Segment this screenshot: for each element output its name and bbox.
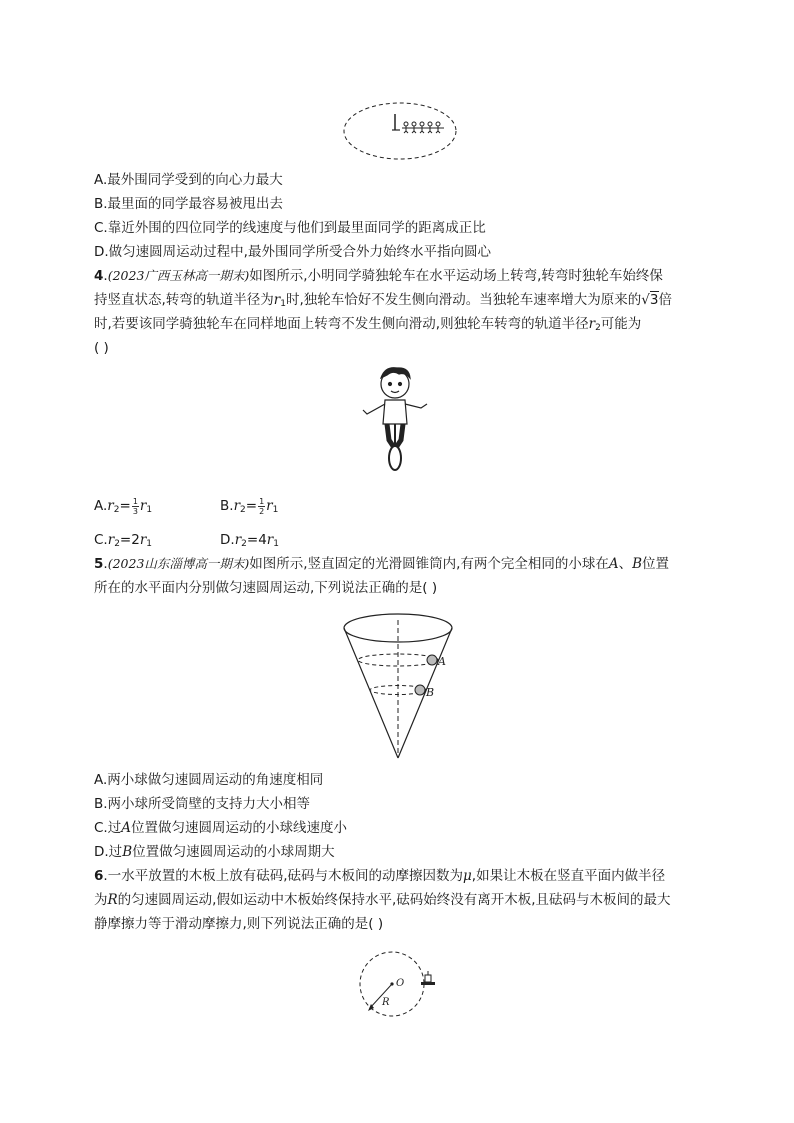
- q4-a-label: A.: [94, 498, 108, 514]
- q5-c-pre: C.过: [94, 820, 122, 836]
- sub-2: 2: [241, 539, 247, 549]
- q6-line-3: 静摩擦力等于滑动摩擦力,则下列说法正确的是( ): [94, 916, 384, 932]
- q4-text-2c: 倍: [658, 292, 672, 308]
- center-label-o: O: [396, 978, 405, 989]
- var-R: R: [107, 892, 118, 908]
- q4-c-label: C.: [94, 532, 108, 548]
- var-r: r: [266, 532, 274, 548]
- var-r: r: [273, 292, 281, 308]
- q3-option-a: A.最外围同学受到的向心力最大: [94, 172, 283, 188]
- var-mu: μ: [463, 868, 472, 884]
- unicycle-boy-figure: [355, 362, 435, 474]
- var-r: r: [107, 532, 115, 548]
- fraction: [132, 497, 139, 516]
- q6-text-2a: 为: [94, 892, 108, 908]
- radius-label-r: R: [382, 997, 390, 1008]
- q3-option-d: D.做匀速圆周运动过程中,最外围同学所受合外力始终水平指向圆心: [94, 244, 491, 260]
- students-circle-figure: [340, 100, 460, 162]
- q4-answer-blank: ( ): [94, 340, 109, 356]
- q5-var-b: B: [632, 556, 643, 572]
- sub-1: 1: [273, 539, 279, 549]
- q4-option-b: [220, 496, 278, 520]
- q5-line-2: 所在的水平面内分别做匀速圆周运动,下列说法正确的是( ): [94, 580, 438, 596]
- q5-number: 5: [94, 556, 104, 572]
- q4-text-3a: 时,若要该同学骑独轮车在同样地面上转弯不发生侧向滑动,则独轮车转弯的轨道半径: [94, 316, 589, 332]
- q5-dot: .: [103, 556, 108, 572]
- sub-2: 2: [114, 539, 120, 549]
- q4-option-d: [220, 530, 279, 554]
- var-r: r: [107, 498, 114, 514]
- q5-d-pre: D.过: [94, 844, 123, 860]
- q5-d-post: 位置做匀速圆周运动的小球周期大: [132, 844, 335, 860]
- q6-text-2b: 的匀速圆周运动,假如运动中木板始终保持水平,砝码始终没有离开木板,且砝码与木板间的最大: [117, 892, 671, 908]
- q5-d-var: B: [122, 844, 133, 860]
- q5-option-c: [94, 818, 347, 838]
- q6-text-1-end: ,如果让木板在竖直平面内做半径: [471, 868, 666, 884]
- var-r: r: [233, 498, 241, 514]
- q4-line-3: [94, 314, 641, 338]
- q5-c-var: A: [121, 820, 131, 836]
- cone-label-b: B: [426, 686, 435, 699]
- q4-option-a: [94, 496, 152, 520]
- cone-figure: [340, 608, 464, 760]
- q5-var-a: A: [608, 556, 619, 572]
- q4-text-1: 如图所示,小明同学骑独轮车在水平运动场上转弯,转弯时独轮车始终保: [249, 268, 663, 284]
- fraction-denominator: 3: [132, 506, 138, 516]
- fraction-denominator: 2: [259, 506, 265, 516]
- sub-1: 1: [146, 505, 153, 515]
- sub-1: 1: [280, 299, 286, 309]
- rotating-board-figure: [352, 948, 446, 1024]
- q4-b-rel: =: [245, 498, 258, 514]
- q4-line-2: [94, 290, 672, 314]
- q5-option-b: B.两小球所受筒壁的支持力大小相等: [94, 796, 311, 812]
- q5-c-post: 位置做匀速圆周运动的小球线速度小: [130, 820, 347, 836]
- q4-b-label: B.: [220, 498, 234, 514]
- sub-1: 1: [146, 539, 153, 549]
- q4-c-rel: =2: [119, 532, 140, 548]
- q4-a-rel: =: [119, 498, 131, 514]
- q3-option-b: B.最里面的同学最容易被甩出去: [94, 196, 284, 212]
- q5-line-1: [94, 554, 669, 574]
- q4-line-1: [94, 266, 663, 286]
- q4-source: (2023广西玉林高一期末): [107, 268, 250, 283]
- q4-d-label: D.: [220, 532, 235, 548]
- q5-option-a: A.两小球做匀速圆周运动的角速度相同: [94, 772, 324, 788]
- q4-text-2b: 时,独轮车恰好不发生侧向滑动。当独轮车速率增大为原来的: [286, 292, 642, 308]
- q4-number: 4: [94, 268, 104, 284]
- q5-text-1: 如图所示,竖直固定的光滑圆锥筒内,有两个完全相同的小球在: [249, 556, 609, 572]
- sqrt-symbol: √: [641, 292, 650, 308]
- fraction-numerator: 1: [259, 496, 265, 506]
- q5-source: (2023山东淄博高一期末): [107, 556, 250, 571]
- var-r: r: [139, 498, 147, 514]
- var-r: r: [266, 498, 273, 514]
- q6-text-1: .一水平放置的木板上放有砝码,砝码与木板间的动摩擦因数为: [103, 868, 463, 884]
- q4-text-3b: 可能为: [600, 316, 642, 332]
- sub-2: 2: [113, 505, 120, 515]
- fraction-numerator: 1: [132, 496, 138, 506]
- var-r: r: [139, 532, 147, 548]
- q6-number: 6: [94, 868, 104, 884]
- sub-1: 1: [272, 505, 279, 515]
- var-r: r: [588, 316, 596, 332]
- q5-option-d: [94, 842, 335, 862]
- q4-d-rel: =4: [246, 532, 267, 548]
- q6-line-2: [94, 890, 671, 910]
- q4-dot: .: [103, 268, 108, 284]
- sub-2: 2: [240, 505, 246, 515]
- q4-text-2a: 持竖直状态,转弯的轨道半径为: [94, 292, 274, 308]
- q6-line-1: [94, 866, 665, 886]
- fraction: [258, 497, 265, 516]
- q3-option-c: C.靠近外围的四位同学的线速度与他们到最里面同学的距离成正比: [94, 220, 486, 236]
- q4-option-c: [94, 530, 152, 554]
- sqrt-value: 3: [649, 292, 659, 308]
- q5-text-1-end: 位置: [642, 556, 670, 572]
- q5-sep: 、: [618, 556, 633, 572]
- var-r: r: [234, 532, 242, 548]
- cone-label-a: A: [438, 655, 446, 668]
- sub-2: 2: [595, 323, 601, 333]
